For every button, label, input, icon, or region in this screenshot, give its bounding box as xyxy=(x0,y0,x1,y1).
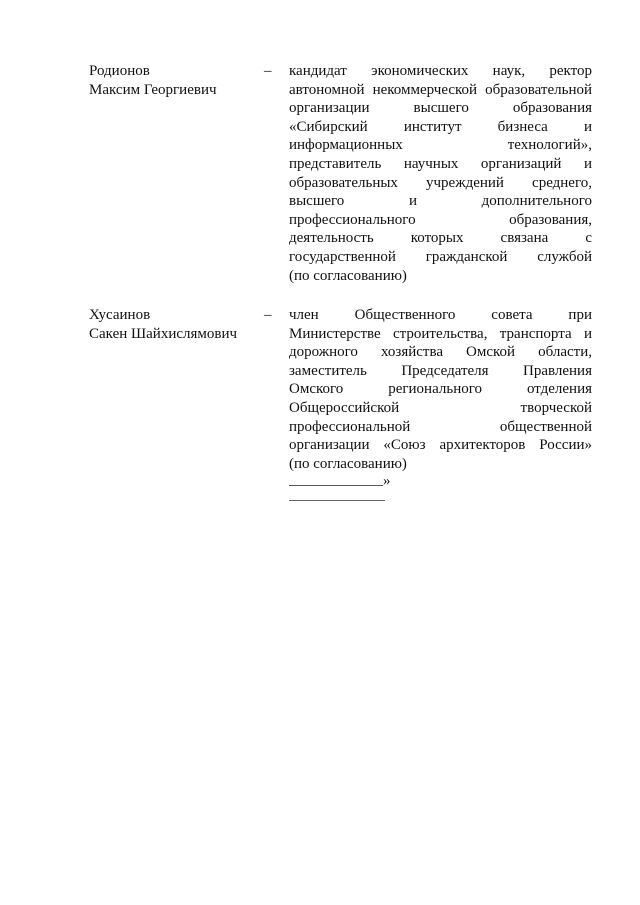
separator-dash: – xyxy=(264,63,272,79)
member-name xyxy=(89,62,259,99)
description-line: профессионального образования, xyxy=(289,211,592,228)
member-surname: Хусаинов xyxy=(89,307,151,323)
description-line: деятельность которых связана с xyxy=(289,230,592,247)
description-line: автономной некоммерческой образовательной xyxy=(289,81,592,98)
description-line: высшего и дополнительного xyxy=(289,193,592,210)
description-line: Общероссийской творческой xyxy=(289,399,592,416)
description-line: организации высшего образования xyxy=(289,100,592,117)
separator-dash: – xyxy=(264,307,272,323)
description-line: «Сибирский институт бизнеса и xyxy=(289,118,592,135)
description-line: информационных технологий», xyxy=(289,137,592,154)
member-given-name: Максим Георгиевич xyxy=(89,81,217,98)
member-surname: Родионов xyxy=(89,63,150,79)
member-description xyxy=(289,62,592,285)
description-line: образовательных учреждений среднего, xyxy=(289,174,592,191)
closing-quote: » xyxy=(383,473,391,489)
end-divider xyxy=(289,500,385,501)
description-line: (по согласованию) xyxy=(289,267,407,284)
description-line: государственной гражданской службой xyxy=(289,248,592,265)
description-line: Министерстве строительства, транспорта и xyxy=(289,325,592,342)
closing-mark xyxy=(289,472,399,490)
description-line: член Общественного совета при xyxy=(289,307,592,323)
description-line: организации «Союз архитекторов России» xyxy=(289,437,592,454)
member-description xyxy=(289,306,592,473)
description-line: кандидат экономических наук, ректор xyxy=(289,63,592,79)
description-line: представитель научных организаций и xyxy=(289,155,592,172)
description-line: профессиональной общественной xyxy=(289,418,592,435)
closing-underline xyxy=(289,485,383,486)
description-line: Омского регионального отделения xyxy=(289,381,592,398)
description-line: дорожного хозяйства Омской области, xyxy=(289,344,592,361)
description-line: заместитель Председателя Правления xyxy=(289,362,592,379)
description-line: (по согласованию) xyxy=(289,455,407,472)
member-name xyxy=(89,306,259,343)
member-given-name: Сакен Шайхислямович xyxy=(89,325,238,342)
